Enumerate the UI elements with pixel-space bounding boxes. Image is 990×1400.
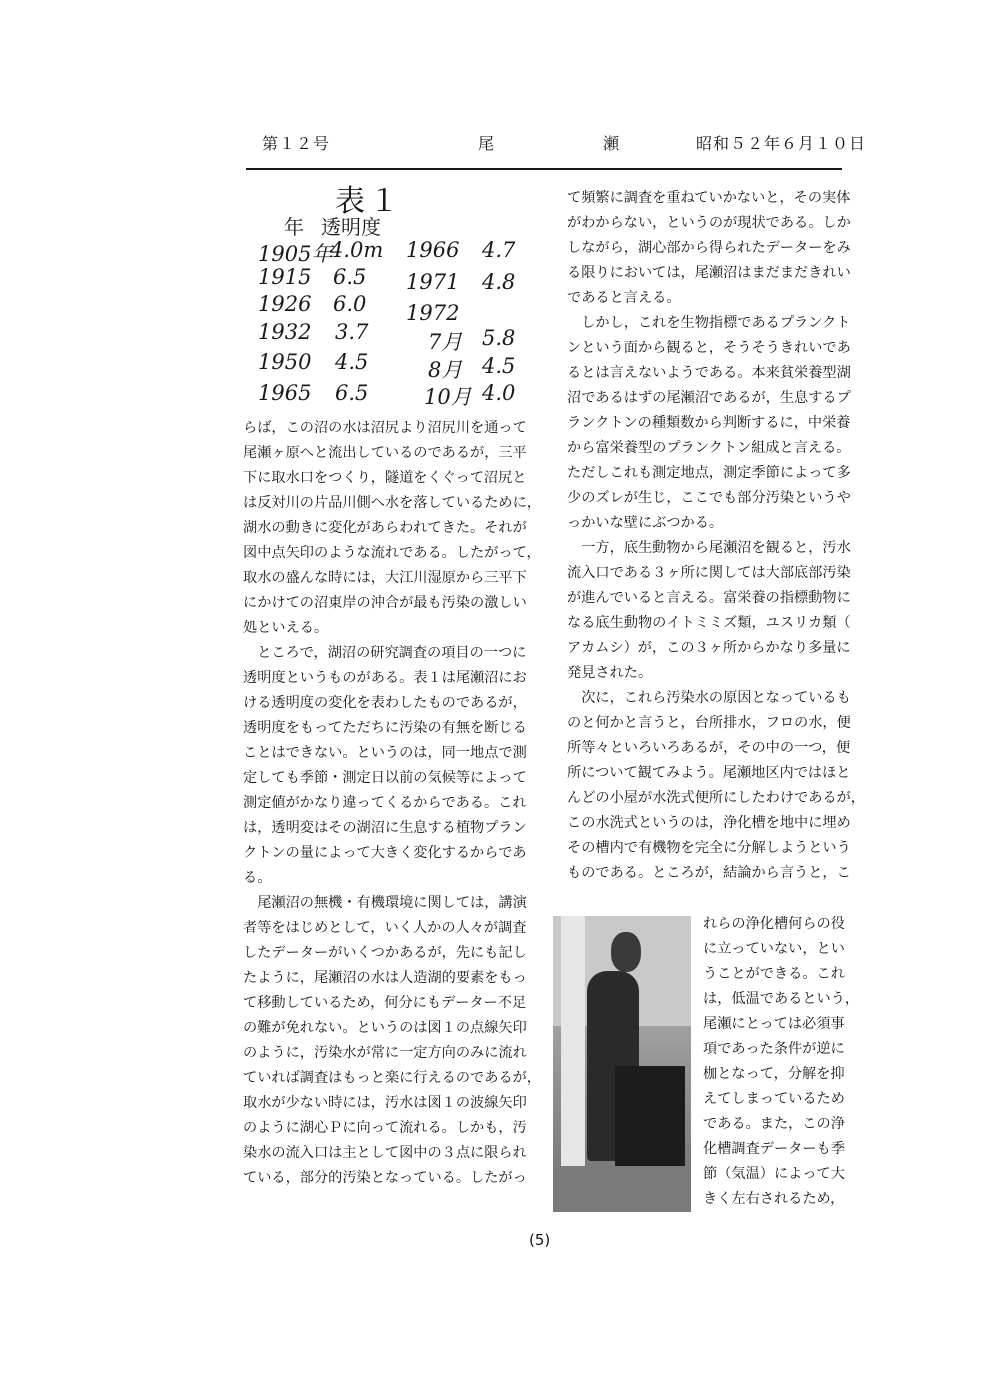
text-line: ランクトンの種類数から判断するに，中栄養 <box>567 415 851 431</box>
text-line: 流入口である３ヶ所に関しては大部底部汚染 <box>567 565 851 581</box>
table-year-cell: 8月 <box>428 358 463 382</box>
table-year-cell: 1926 <box>258 292 312 316</box>
text-line: は反対川の片品川側へ水を落しているために， <box>243 495 541 511</box>
text-line: である。また，この浄 <box>703 1116 845 1132</box>
text-line: ていれば調査はもっと楽に行えるのであるが， <box>243 1070 541 1086</box>
table-value-cell: 4.0 <box>482 381 516 405</box>
text-line: が進んでいると言える。富栄養の指標動物に <box>567 590 851 606</box>
text-line: れらの浄化槽何らの役 <box>703 916 845 932</box>
table-year-cell: 1915 <box>258 265 312 289</box>
photo-podium <box>615 1066 685 1166</box>
text-line: うことができる。これ <box>703 966 845 982</box>
newsletter-title-char-2: 瀬 <box>603 134 621 153</box>
text-line: ことはできない。というのは，同一地点で測 <box>243 745 527 761</box>
table-year-cell: 1965 <box>258 381 312 405</box>
table-value-cell: 4.7 <box>482 238 516 262</box>
table-value-cell: 6.0 <box>333 292 367 316</box>
text-line: る。 <box>243 870 272 886</box>
table-year-cell: 1932 <box>258 320 312 344</box>
text-line: しかし，これを生物指標であるプランクト <box>567 315 851 331</box>
text-line: 所等々といろいろあるが，その中の一つ，便 <box>567 740 851 756</box>
text-line: しながら，湖心部から得られたデーターをみ <box>567 240 851 256</box>
text-line: 一方，底生動物から尾瀬沼を観ると，汚水 <box>567 540 851 556</box>
text-line: て移動しているため，何分にもデーター不足 <box>243 995 527 1011</box>
text-line: 項であった条件が逆に <box>703 1041 845 1057</box>
text-line: 定しても季節・測定日以前の気候等によって <box>243 770 527 786</box>
text-line: 尾瀬沼の無機・有機環境に関しては，講演 <box>243 895 527 911</box>
text-line: に立っていない，とい <box>703 941 845 957</box>
text-line: ンという面から観ると，そうそうきれいであ <box>567 340 851 356</box>
text-line: 沼であるはずの尾瀬沼であるが，生息するプ <box>567 390 851 406</box>
table-value-cell: 3.7 <box>335 320 369 344</box>
text-line: 湖水の動きに変化があらわれてきた。それが <box>243 520 527 536</box>
text-line: なる底生動物のイトミミズ類，ユスリカ類（ <box>567 615 851 631</box>
text-line: 処といえる。 <box>243 620 329 636</box>
text-line: ている，部分的汚染となっている。したがっ <box>243 1170 527 1186</box>
text-line: る限りにおいては，尾瀬沼はまだまだきれい <box>567 265 851 281</box>
text-line: っかいな壁にぶつかる。 <box>567 515 724 531</box>
header-divider <box>246 168 842 170</box>
text-line: るとは言えないようである。本来貧栄養型湖 <box>567 365 851 381</box>
text-line: クトンの量によって大きく変化するからであ <box>243 845 527 861</box>
text-line: 者等をはじめとして，いく人かの人々が調査 <box>243 920 527 936</box>
table-value-cell: 5.8 <box>482 326 516 350</box>
lecturer-photo <box>553 916 691 1212</box>
text-line: から富栄養型のプランクトン組成と言える。 <box>567 440 851 456</box>
table-value-cell: 6.5 <box>333 265 367 289</box>
text-line: 透明度というものがある。表１は尾瀬沼にお <box>243 670 527 686</box>
text-line: 化槽調査データーも季 <box>703 1141 845 1157</box>
newsletter-title-char-1: 尾 <box>478 134 496 153</box>
text-line: は，低温であるという， <box>703 991 860 1007</box>
text-line: 尾瀬ヶ原へと流出しているのであるが，三平 <box>243 445 527 461</box>
page-number: (5) <box>529 1231 551 1249</box>
text-line: 取水の盛んな時には，大江川湿原から三平下 <box>243 570 527 586</box>
text-line: 染水の流入口は主として図中の３点に限られ <box>243 1145 527 1161</box>
text-line: がわからない，というのが現状である。しか <box>567 215 851 231</box>
text-line: んどの小屋が水洗式便所にしたわけであるが， <box>567 790 865 806</box>
text-line: らば，この沼の水は沼尻より沼尻川を通って <box>243 420 527 436</box>
text-line: 測定値がかなり違ってくるからである。これ <box>243 795 527 811</box>
table-header-transparency: 透明度 <box>321 215 381 239</box>
right-text-column <box>567 186 865 886</box>
text-line: 所について観てみよう。尾瀬地区内ではほと <box>567 765 851 781</box>
text-line: の難が免れない。というのは図１の点線矢印 <box>243 1020 527 1036</box>
text-line: アカムシ）が，この３ヶ所からかなり多量に <box>567 640 851 656</box>
table-value-cell: 4.5 <box>482 354 516 378</box>
text-line: きく左右されるため， <box>703 1191 845 1207</box>
text-line: 尾瀬にとっては必須事 <box>703 1016 845 1032</box>
table-year-cell: 1966 <box>406 238 460 262</box>
right-text-column-continued <box>703 912 859 1212</box>
photo-speaker-head <box>611 932 641 972</box>
text-line: 次に，これら汚染水の原因となっているも <box>567 690 851 706</box>
text-line: 取水が少ない時には，汚水は図１の波線矢印 <box>243 1095 527 1111</box>
table-title: 表１ <box>335 184 403 219</box>
text-line: のと何かと言うと，台所排水，フロの水，便 <box>567 715 851 731</box>
text-line: にかけての沼東岸の沖合が最も汚染の激しい <box>243 595 527 611</box>
text-line: 透明度をもってただちに汚染の有無を断じる <box>243 720 527 736</box>
text-line: その槽内で有機物を完全に分解しようという <box>567 840 851 856</box>
left-text-column <box>243 416 541 1191</box>
publication-date: 昭和５２年６月１０日 <box>696 134 867 153</box>
text-line: 枷となって，分解を抑 <box>703 1066 845 1082</box>
issue-number: 第１２号 <box>262 134 331 153</box>
text-line: 節（気温）によって大 <box>703 1166 845 1182</box>
table-header-year: 年 <box>284 215 304 239</box>
text-line: は，透明変はその湖沼に生息する植物プラン <box>243 820 527 836</box>
table-value-cell: 6.5 <box>335 381 369 405</box>
text-line: えてしまっているため <box>703 1091 845 1107</box>
text-line: ところで，湖沼の研究調査の項目の一つに <box>243 645 527 661</box>
text-line: ける透明度の変化を表わしたものであるが， <box>243 695 527 711</box>
text-line: 少のズレが生じ，ここでも部分汚染というや <box>567 490 851 506</box>
text-line: この水洗式というのは，浄化槽を地中に埋め <box>567 815 851 831</box>
text-line: て頻繁に調査を重ねていかないと，その実体 <box>567 190 851 206</box>
table-year-cell: 10月 <box>424 385 472 409</box>
text-line: であると言える。 <box>567 290 681 306</box>
text-line: 下に取水口をつくり，隧道をくぐって沼尻と <box>243 470 527 486</box>
text-line: ただしこれも測定地点，測定季節によって多 <box>567 465 851 481</box>
table-year-cell: 1972 <box>406 301 460 325</box>
text-line: のように湖心Ｐに向って流れる。しかも，汚 <box>243 1120 527 1136</box>
table-year-cell: 1950 <box>258 350 312 374</box>
photo-floor <box>553 1166 691 1212</box>
table-year-cell: 1971 <box>406 270 460 294</box>
table-year-cell: 7月 <box>428 330 463 354</box>
text-line: 図中点矢印のような流れである。したがって， <box>243 545 541 561</box>
text-line: 発見された。 <box>567 665 653 681</box>
text-line: たように，尾瀬沼の水は人造湖的要素をもっ <box>243 970 527 986</box>
photo-door <box>561 916 585 1166</box>
text-line: したデーターがいくつかあるが，先にも記し <box>243 945 527 961</box>
table-value-cell: 4.0m <box>330 238 384 262</box>
table-value-cell: 4.5 <box>335 350 369 374</box>
table-year-cell: 1905年 <box>258 242 333 266</box>
text-line: ものである。ところが，結論から言うと，こ <box>567 865 851 881</box>
table-value-cell: 4.8 <box>482 270 516 294</box>
text-line: のように，汚染水が常に一定方向のみに流れ <box>243 1045 527 1061</box>
